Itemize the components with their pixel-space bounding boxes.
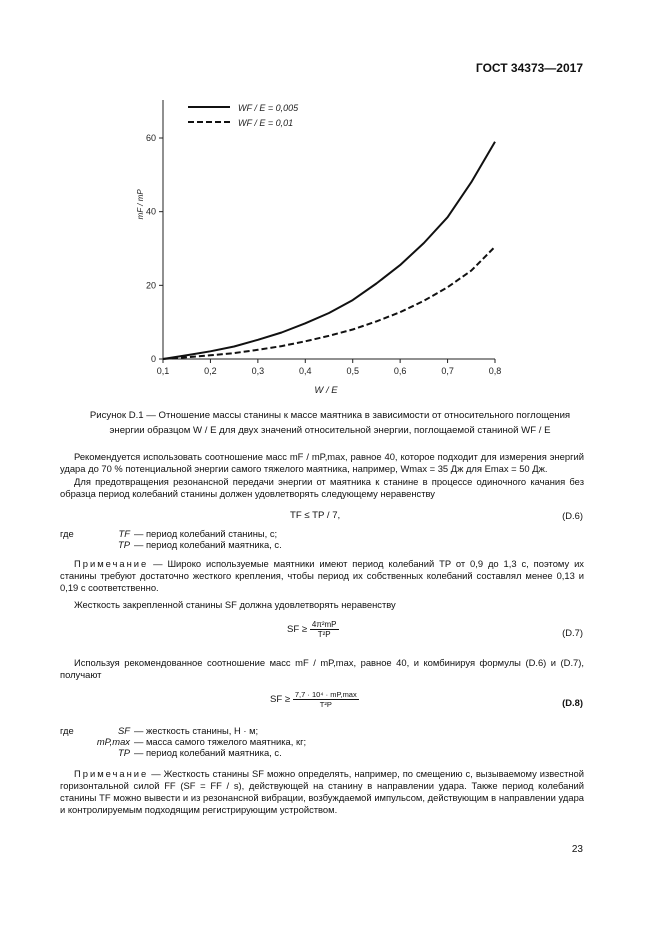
legend-symbol: mP,max	[96, 736, 130, 747]
x-tick-label: 0,2	[204, 366, 217, 376]
legend-symbol: TP	[118, 539, 130, 550]
legend-prefix: где	[60, 528, 74, 539]
y-tick-label: 20	[145, 280, 156, 291]
formula-d8-lhs: SF ≥	[270, 694, 291, 705]
paragraph-3: Жесткость закрепленной станины SF должна удовлетворять неравенству	[74, 599, 396, 610]
note-heading: Примечание	[74, 558, 149, 569]
formula-d6: TF ≤ TP / 7,	[290, 510, 341, 521]
note-text: — Жесткость станины SF можно определять, например, по смещению c, вызываемому известной горизонтальной силой FF (SF = FF / s), действующей на станину в направлении удара. Также период колебаний станины TF можно вывести и из резонансной вибрации, возбуждаемой импульсом, действующим в направлении удара и контролируемым подходящим регистрирующим устройством.	[60, 768, 584, 815]
page-number: 23	[571, 844, 583, 855]
legend-label-1: WF / E = 0,005	[238, 103, 299, 113]
y-tick-label: 40	[145, 206, 156, 217]
legend-desc: — масса самого тяжелого маятника, кг;	[134, 736, 307, 747]
chart-axes	[163, 100, 495, 359]
x-tick-label: 0,3	[251, 366, 265, 376]
legend-row-tf	[60, 528, 277, 539]
note-2	[60, 768, 584, 816]
note-1	[60, 558, 584, 594]
paragraph-4: Используя рекомендованное соотношение масс mF / mP,max, равное 40, и комбинируя формулы (D.6) и (D.7), получают	[60, 657, 584, 680]
figure-caption	[60, 408, 600, 438]
x-axis-label: W / E	[314, 385, 338, 396]
legend-desc: — период колебаний маятника, с.	[134, 539, 282, 550]
legend-desc: — жесткость станины, Н · м;	[134, 725, 259, 736]
paragraph-1: Рекомендуется использовать соотношение масс mF / mP,max, равное 40, которое подходит для измерения энергий удара до 70 % потенциальной энергии самого тяжелого маятника, например, Wmax = 35 Дж для Emax = 50 Дж.	[60, 451, 584, 474]
x-tick-label: 0,8	[488, 366, 502, 376]
x-tick-label: 0,7	[441, 366, 454, 376]
x-tick-label: 0,4	[299, 366, 312, 376]
formula-d7-number: (D.7)	[562, 627, 583, 638]
legend-symbol: TF	[118, 528, 130, 539]
standard-header: ГОСТ 34373—2017	[475, 61, 583, 75]
x-tick-label: 0,1	[156, 366, 170, 376]
formula-d7-lhs: SF ≥	[287, 624, 308, 635]
formula-d7-numerator: 4π²mP	[311, 620, 337, 629]
legend-row-tp2	[60, 747, 282, 758]
paragraph-2: Для предотвращения резонансной передачи энергии от маятника к станине в процессе одиночного качания без образца период колебаний станины должен удовлетворять следующему неравенству	[60, 476, 584, 499]
x-tick-label: 0,5	[346, 366, 359, 376]
legend-symbol: TP	[118, 747, 130, 758]
legend-row-sf	[60, 725, 258, 736]
formula-d8	[270, 690, 359, 709]
formula-d8-denominator: T²P	[319, 700, 332, 709]
formula-d7	[287, 620, 339, 639]
legend-row-tp	[60, 539, 282, 550]
y-tick-label: 60	[145, 133, 156, 143]
legend-desc: — период колебаний маятника, с.	[134, 747, 282, 758]
note-heading: Примечание	[74, 768, 149, 779]
caption-line-1: Рисунок D.1 — Отношение массы станины к массе маятника в зависимости от относительного поглощения	[89, 410, 571, 421]
mass-ratio-chart	[0, 0, 661, 400]
chart-lines	[163, 142, 495, 359]
legend-desc: — период колебаний станины, с;	[134, 528, 278, 539]
x-tick-label: 0,6	[393, 366, 407, 376]
chart-legend	[188, 103, 299, 128]
series-line-1	[163, 142, 495, 359]
y-axis-label: mF / mP	[136, 189, 145, 220]
formula-d7-denominator: T²P	[317, 630, 331, 639]
legend-prefix: где	[60, 725, 74, 736]
legend-label-2: WF / E = 0,01	[238, 118, 294, 128]
y-tick-label: 0	[150, 354, 156, 364]
formula-d8-numerator: 7,7 · 10⁴ · mP,max	[294, 690, 357, 699]
caption-line-2: энергии образцом W / E для двух значений относительной энергии, поглощаемой станиной WF / E	[109, 425, 551, 436]
legend-row-mp	[60, 736, 306, 747]
series-line-2	[163, 247, 495, 359]
formula-d6-number: (D.6)	[562, 510, 583, 521]
note-text: — Широко используемые маятники имеют период колебаний TP от 0,9 до 1,3 с, поэтому их станины требуют достаточно жесткого крепления, чтобы период их собственных колебаний составлял менее 0,13 и 0,19 с соответственно.	[60, 558, 584, 593]
legend-symbol: SF	[118, 725, 130, 736]
formula-d8-number: (D.8)	[562, 697, 583, 708]
